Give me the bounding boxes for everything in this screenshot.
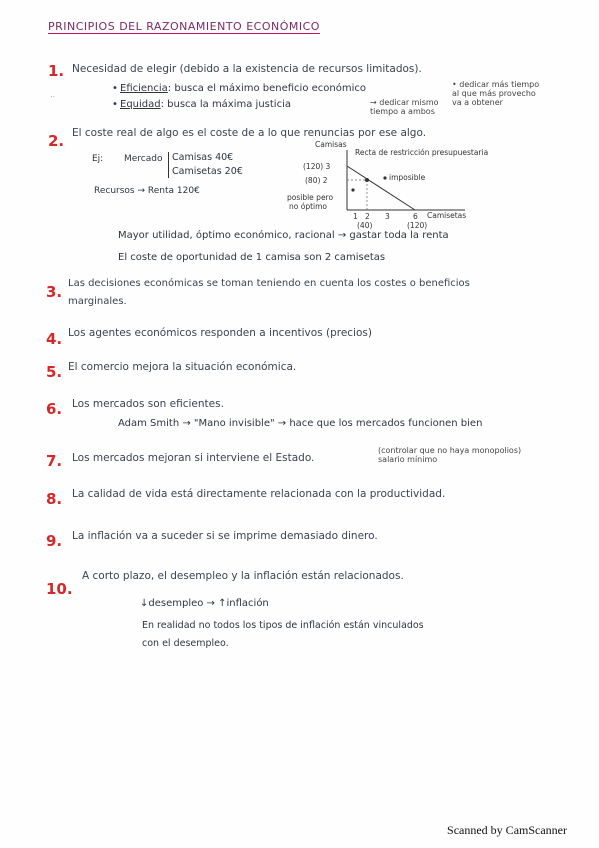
resources-line: Recursos → Renta 120€ (94, 186, 200, 196)
item-number-8: 8. (46, 490, 63, 508)
market-label: Mercado (124, 154, 163, 164)
utility-line: Mayor utilidad, óptimo económico, racional → gastar toda la renta (118, 230, 449, 241)
item-text-8: La calidad de vida está directamente relacionada con la productividad. (72, 488, 446, 500)
example-label: Ej: (92, 154, 104, 164)
item-text-7: Los mercados mejoran si interviene el Estado. (72, 452, 315, 464)
reality-line-1: En realidad no todos los tipos de inflación están vinculados (142, 620, 424, 631)
item-text-9: La inflación va a suceder si se imprime demasiado dinero. (72, 530, 378, 542)
optimal-point (365, 178, 369, 182)
y-tick-2: (80) 2 (305, 176, 328, 185)
item-text-3: Las decisiones económicas se toman teniendo en cuenta los costes o beneficios (68, 278, 470, 289)
graph-x-label: Camisetas (427, 211, 467, 220)
unemployment-inflation-line: ↓desempleo → ↑inflación (140, 598, 269, 609)
possible-label-2: no óptimo (289, 202, 327, 211)
equity-text: : busca la máxima justicia (160, 99, 291, 110)
x-tick-3: 3 (385, 212, 390, 221)
item-text-3b: marginales. (68, 296, 127, 307)
possible-label-1: posible pero (287, 193, 334, 202)
impossible-label: imposible (389, 173, 426, 182)
x-tick-1: 1 (353, 212, 358, 221)
equity-label: Equidad (120, 99, 161, 110)
x-tick-40: (40) (357, 221, 373, 230)
bullet: • (112, 99, 118, 110)
item-text-2: El coste real de algo es el coste de a lo que renuncias por ese algo. (72, 127, 427, 139)
efficiency-line (120, 83, 366, 94)
item-number-2: 2. (48, 132, 65, 150)
item-text-10: A corto plazo, el desempleo y la inflación están relacionados. (82, 570, 404, 582)
y-tick-3: (120) 3 (303, 162, 331, 171)
scanner-watermark: Scanned by CamScanner (447, 823, 567, 837)
item-text-5: El comercio mejora la situación económica. (68, 361, 297, 373)
x-tick-2: 2 (365, 212, 370, 221)
x-tick-6: 6 (413, 212, 418, 221)
graph-title: Recta de restricción presupuestaria (355, 148, 489, 157)
shirts-price: Camisas 40€ (172, 152, 234, 163)
adam-smith-line: Adam Smith → "Mano invisible" → hace que los mercados funcionen bien (118, 418, 483, 429)
efficiency-label: Eficiencia (120, 83, 168, 94)
page-title: PRINCIPIOS DEL RAZONAMIENTO ECONÓMICO (48, 20, 320, 33)
opportunity-cost-line: El coste de oportunidad de 1 camisa son 2 camisetas (118, 252, 386, 263)
item-number-10: 10. (46, 580, 73, 598)
item-number-1: 1. (48, 62, 65, 80)
item-number-5: 5. (46, 363, 63, 381)
item-text-6: Los mercados son eficientes. (72, 398, 224, 410)
budget-constraint-graph (285, 138, 525, 230)
margin-mark: .. (50, 90, 56, 99)
tshirts-price: Camisetas 20€ (172, 166, 243, 177)
possible-point (351, 188, 354, 191)
item-number-4: 4. (46, 330, 63, 348)
reality-line-2: con el desempleo. (142, 638, 229, 649)
item-number-3: 3. (46, 283, 63, 301)
equity-line (120, 99, 291, 110)
state-intervention-note: (controlar que no haya monopolios) salario mínimo (378, 446, 522, 464)
efficiency-text: : busca el máximo beneficio económico (167, 83, 366, 94)
item-number-7: 7. (46, 452, 63, 470)
efficiency-note: • dedicar más tiempo al que más provecho va a obtener (452, 80, 540, 107)
x-tick-120: (120) (407, 221, 428, 230)
impossible-point (383, 176, 386, 179)
brace-line (168, 152, 169, 178)
item-text-1: Necesidad de elegir (debido a la existencia de recursos limitados). (72, 63, 422, 75)
equity-note: → dedicar mismo tiempo a ambos (370, 98, 439, 116)
item-number-9: 9. (46, 532, 63, 550)
item-number-6: 6. (46, 400, 63, 418)
bullet: • (112, 83, 118, 94)
graph-y-label: Camisas (315, 140, 347, 149)
item-text-4: Los agentes económicos responden a incentivos (precios) (68, 327, 372, 339)
